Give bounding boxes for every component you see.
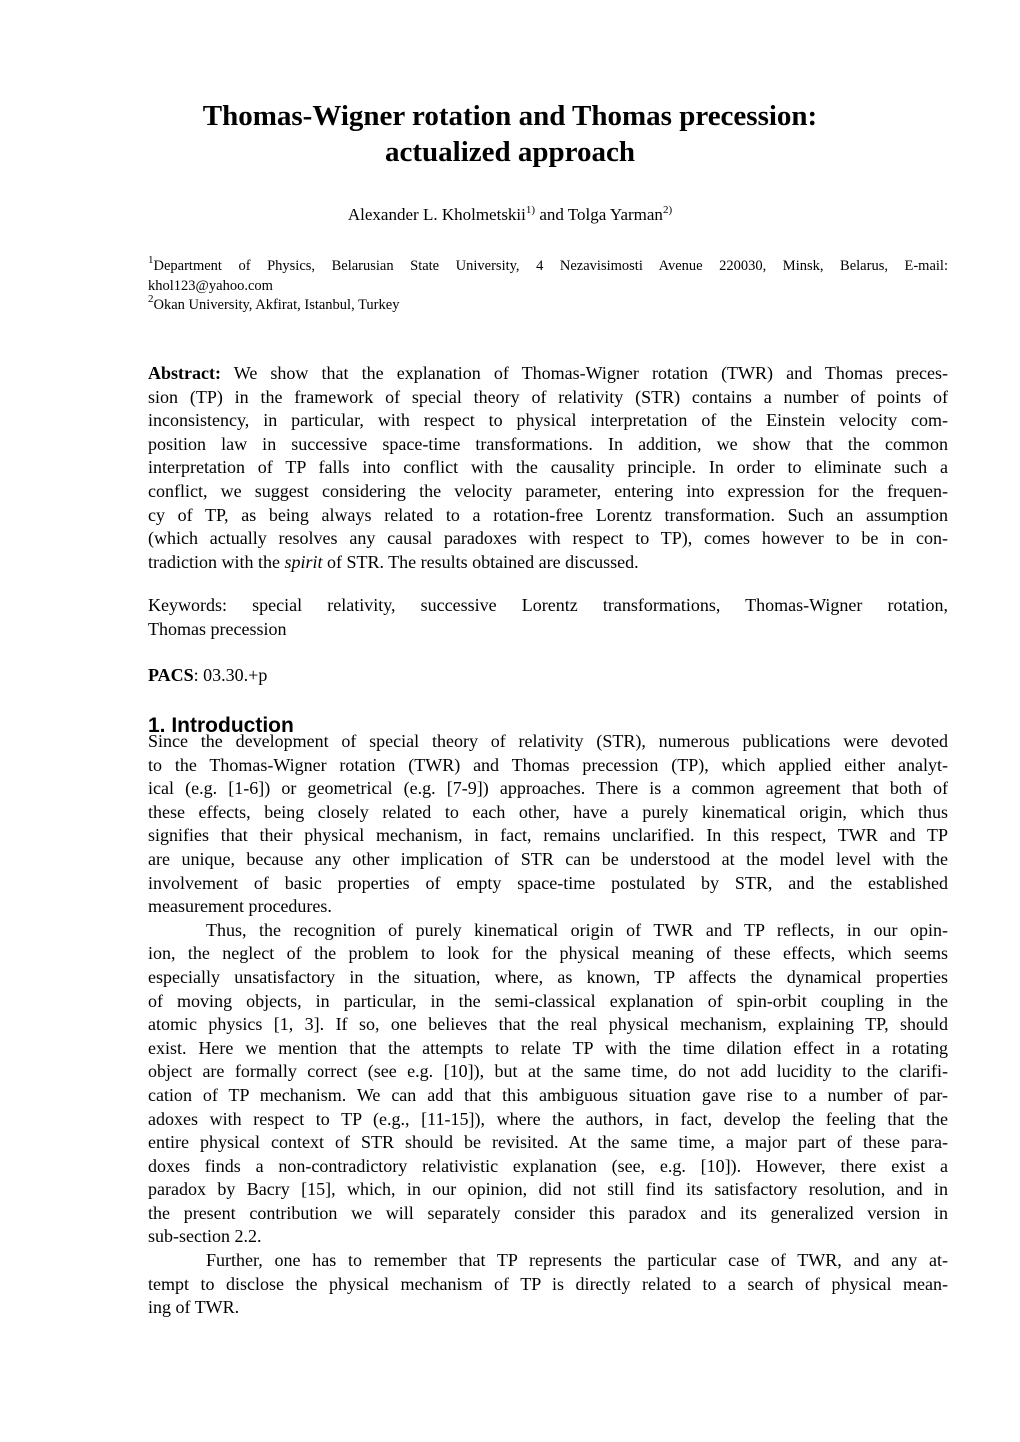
paragraph-line: signifies that their physical mechanism, in fact, remains unclarified. In this respect, TWR and TP [148,825,948,846]
paragraph-line: Thus, the recognition of purely kinematical origin of TWR and TP reflects, in our opin- [206,919,948,940]
paragraph-line: measurement procedures. [148,896,332,917]
abstract-text: We show that the explanation of Thomas-Wigner rotation (TWR) and Thomas preces- [220,363,948,383]
paragraph-line: ion, the neglect of the problem to look for the physical meaning of these effects, which seems [148,943,948,964]
paragraph-line: of moving objects, in particular, in the semi-classical explanation of spin-orbit coupling in the [148,990,948,1011]
affil-text: Department of Physics, Belarusian State University, 4 Nezavisimosti Avenue 220030, Minsk, Belarus, E-mail: [153,258,948,274]
abstract-line: interpretation of TP falls into conflict with the causality principle. In order to eliminate such a [148,457,948,478]
author-affil-mark: 1) [525,204,536,216]
section-heading: 1. Introduction [148,714,294,737]
author-name: and Tolga Yarman [535,205,663,224]
introduction-body [148,730,948,1320]
title-line: Thomas-Wigner rotation and Thomas precession: [202,100,818,132]
paragraph-line: these effects, being closely related to each other, have a purely kinematical origin, which thus [148,801,948,822]
paragraph-line: exist. Here we mention that the attempts to relate TP with the time dilation effect in a rotating [148,1037,948,1058]
keywords [148,594,948,641]
abstract-line: sion (TP) in the framework of special theory of relativity (STR) contains a number of points of [148,386,948,407]
paragraph-line: the present contribution we will separately consider this paradox and its generalized version in [148,1202,948,1223]
paragraph-line: are unique, because any other implication of STR can be understood at the model level with the [148,848,948,869]
paragraph-line: entire physical context of STR should be revisited. At the same time, a major part of these para- [148,1132,948,1153]
pacs [148,664,948,688]
affiliation-line [148,293,948,316]
abstract-text: tradiction with the [148,551,285,572]
paragraph-line: object are formally correct (see e.g. [10]), but at the same time, do not add lucidity to the clarifi- [148,1061,948,1082]
paragraph-line: adoxes with respect to TP (e.g., [11-15]), where the authors, in fact, develop the feeling that the [148,1108,948,1129]
author-affil-mark: 2) [662,204,673,216]
abstract-line: conflict, we suggest considering the velocity parameter, entering into expression for the frequen- [148,480,948,501]
abstract-line: cy of TP, as being always related to a rotation-free Lorentz transformation. Such an assumption [148,504,948,525]
paragraph-line: involvement of basic properties of empty space-time postulated by STR, and the established [148,872,948,893]
paragraph-line: ical (e.g. [1-6]) or geometrical (e.g. [7-9]) approaches. There is a common agreement that both of [148,778,948,799]
pacs-value: : 03.30.+p [193,665,268,685]
abstract-text: of STR. The results obtained are discussed. [322,551,639,572]
abstract-line [148,362,948,386]
paragraph-line: cation of TP mechanism. We can add that this ambiguous situation gave rise to a number of par- [148,1084,948,1105]
emphasis: spirit [284,551,323,572]
keywords-line: Keywords: special relativity, successive Lorentz transformations, Thomas-Wigner rotation, [148,595,948,615]
paper-title [0,98,1020,170]
abstract-line [148,551,948,575]
author-name: Alexander L. Kholmetskii [347,205,526,224]
pacs-label: PACS [148,665,194,685]
paragraph-line: ing of TWR. [148,1297,240,1318]
abstract-line: inconsistency, in particular, with respect to physical interpretation of the Einstein velocity com- [148,410,948,431]
paragraph-line: doxes finds a non-contradictory relativistic explanation (see, e.g. [10]). However, there exist a [148,1155,948,1176]
paragraph-line: tempt to disclose the physical mechanism of TP is directly related to a search of physical mean- [148,1273,948,1294]
affil-text: Okan University, Akfirat, Istanbul, Turkey [153,297,400,313]
authors [0,205,1020,225]
paragraph-line: to the Thomas-Wigner rotation (TWR) and Thomas precession (TP), which applied either analyt- [148,754,948,775]
affil-mark: 1 [148,254,154,266]
affiliation-line [148,254,948,277]
paragraph-line: Since the development of special theory of relativity (STR), numerous publications were devoted [148,731,948,751]
abstract [148,362,948,574]
paragraph-line: sub-section 2.2. [148,1226,262,1247]
abstract-label: Abstract: [148,363,221,383]
paragraph-line: atomic physics [1, 3]. If so, one believes that the real physical mechanism, explaining TP, should [148,1014,948,1035]
abstract-line: (which actually resolves any causal paradoxes with respect to TP), comes however to be in con- [148,528,948,549]
paragraph-line: paradox by Bacry [15], which, in our opinion, did not still find its satisfactory resolution, and in [148,1179,948,1200]
abstract-line: position law in successive space-time transformations. In addition, we show that the common [148,433,948,454]
paragraph-line: especially unsatisfactory in the situation, where, as known, TP affects the dynamical properties [148,966,948,987]
keywords-line: Thomas precession [148,618,287,639]
affil-mark: 2 [148,293,154,305]
paragraph-line: Further, one has to remember that TP represents the particular case of TWR, and any at- [206,1250,948,1271]
affiliation-email: khol123@yahoo.com [148,277,273,294]
title-line: actualized approach [385,136,635,168]
affiliations [148,254,948,316]
